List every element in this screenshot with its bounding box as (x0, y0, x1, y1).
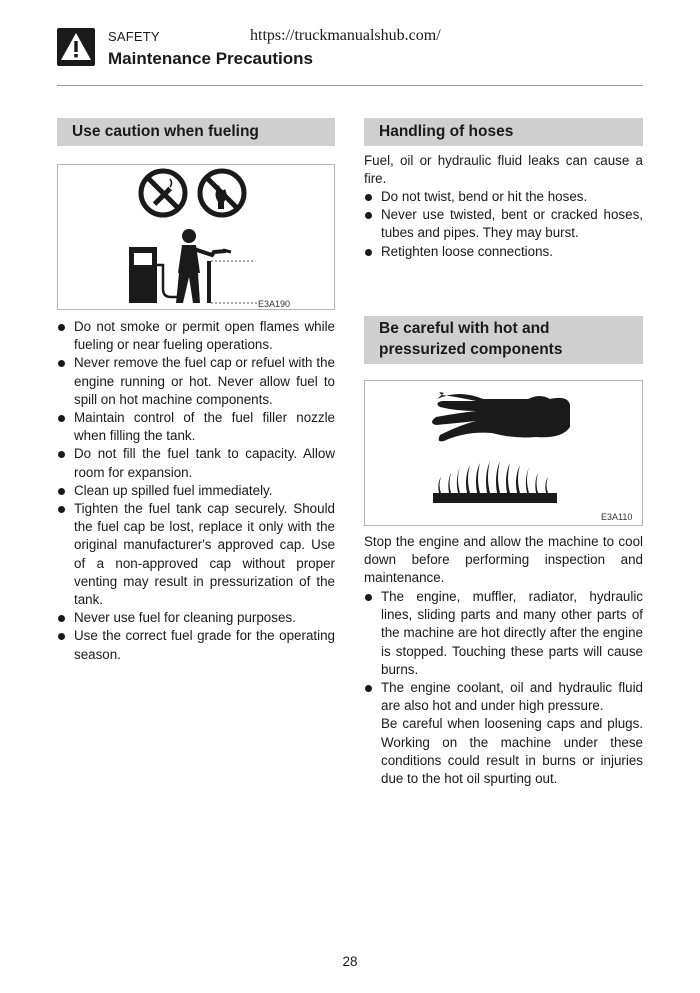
hot-heading-line1: Be careful with hot and (379, 320, 550, 337)
hot-components-heading (364, 316, 643, 364)
fueling-illustration (58, 165, 334, 309)
list-item-text: The engine coolant, oil and hydraulic fluid are also hot and under high pressure. (381, 680, 643, 714)
fuel-pump-icon (129, 247, 177, 303)
list-item (364, 588, 643, 679)
header-divider (57, 85, 643, 86)
list-item: Do not fill the fuel tank to capacity. Allow room for expansion. (57, 445, 335, 481)
hot-bullet-list (364, 588, 643, 788)
header-url[interactable]: https://truckmanualshub.com/ (250, 27, 441, 44)
list-item: Never use fuel for cleaning purposes. (57, 609, 335, 627)
hot-intro: Stop the engine and allow the machine to cool down before performing inspection and maintenance. (364, 534, 643, 586)
fueling-heading (57, 118, 335, 146)
list-item: Use the correct fuel grade for the operating season. (57, 627, 335, 663)
hot-heading-line2: pressurized components (379, 341, 563, 358)
hoses-heading-text: Handling of hoses (379, 123, 514, 140)
hoses-bullet-list (364, 188, 643, 261)
person-refueling-icon (176, 229, 257, 303)
figure-code: E3A190 (258, 299, 291, 309)
list-item: Retighten loose connections. (364, 243, 643, 261)
page-number: 28 (342, 954, 358, 969)
header-section-label: SAFETY (108, 29, 160, 44)
page-title: Maintenance Precautions (108, 49, 314, 68)
list-item: Clean up spilled fuel immediately. (57, 482, 335, 500)
no-smoking-icon (141, 171, 185, 215)
hot-components-figure (364, 380, 643, 526)
fueling-figure (57, 164, 335, 310)
list-item: Never use twisted, bent or cracked hoses, tubes and pipes. They may burst. (364, 206, 643, 242)
list-item: Do not smoke or permit open flames while fueling or near fueling operations. (57, 318, 335, 354)
heat-source-icon (433, 461, 557, 503)
no-open-flame-icon (200, 171, 244, 215)
figure-code: E3A110 (601, 512, 633, 522)
fueling-heading-text: Use caution when fueling (72, 123, 259, 140)
hoses-intro: Fuel, oil or hydraulic fluid leaks can cause a fire. (364, 153, 643, 187)
list-item: Never remove the fuel cap or refuel with the engine running or hot. Never allow fuel to spill on hot machine components. (57, 354, 335, 409)
fueling-bullet-list (57, 318, 335, 664)
hand-icon (432, 392, 570, 441)
list-item: Tighten the fuel tank cap securely. Should the fuel cap be lost, replace it only with the original manufacturer's approved cap. Use of a non-approved cap without proper venting may result in pressurization of the tank. (57, 500, 335, 609)
hoses-heading (364, 118, 643, 146)
hot-hazard-illustration (365, 381, 642, 525)
list-item: Maintain control of the fuel filler nozzle when filling the tank. (57, 409, 335, 445)
list-item (364, 679, 643, 788)
list-item-continuation: Be careful when loosening caps and plugs. Working on the machine under these conditions could result in burns or injuries due to the hot oil spurting out. (381, 716, 643, 787)
list-item-text: The engine, muffler, radiator, hydraulic lines, sliding parts and many other parts of the machine are hot directly after the engine is stopped. Touching these parts will cause burns. (381, 589, 643, 677)
list-item: Do not twist, bend or hit the hoses. (364, 188, 643, 206)
warning-triangle-icon (57, 28, 95, 66)
